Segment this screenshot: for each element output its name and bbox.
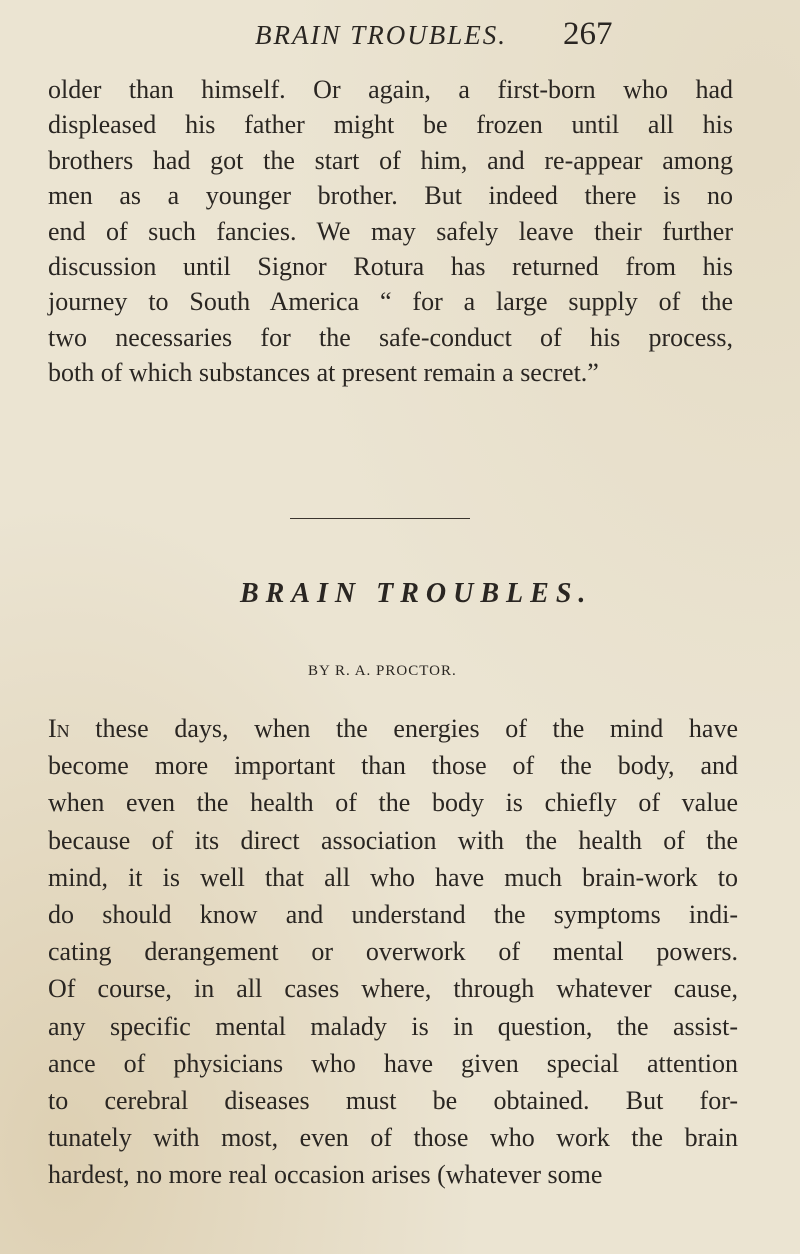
text-line: men as a younger brother. But indeed there is no [48,181,733,211]
text-line-first [48,710,738,747]
text-line: brothers had got the start of him, and re-appear among [48,145,733,175]
text-line: become more important than those of the body, and [48,751,738,781]
text-line: tunately with most, even of those who work the brain [48,1123,738,1153]
article-title-text: BRAIN TROUBLES. [240,578,593,609]
text-line: journey to South America “ for a large supply of the [48,287,733,317]
text-line: because of its direct association with the health of the [48,825,738,855]
page-number: 267 [563,16,613,52]
text-line: two necessaries for the safe-conduct of his process, [48,322,733,352]
text-line: to cerebral diseases must be obtained. But for- [48,1086,738,1116]
text-line: both of which substances at present remain a secret.” [48,358,599,388]
text-line: any specific mental malady is in question, the assist- [48,1011,738,1041]
byline: BY R. A. PROCTOR. [308,663,457,679]
section-divider [290,518,470,519]
text-line: when even the health of the body is chiefly of value [48,788,738,818]
article-body [48,710,738,1194]
running-head [0,12,800,62]
continuation-paragraph [48,72,733,391]
text-line: mind, it is well that all who have much brain-work to [48,862,738,892]
text-line: Of course, in all cases where, through whatever cause, [48,974,738,1004]
text-line: cating derangement or overwork of mental powers. [48,937,738,967]
first-line-rest: these days, when the energies of the mind have [69,714,738,743]
text-line: do should know and understand the symptoms indi- [48,900,738,930]
running-title: BRAIN TROUBLES. [255,20,507,50]
text-line: displeased his father might be frozen until all his [48,110,733,140]
text-line: end of such fancies. We may safely leave their further [48,216,733,246]
opening-word: In [48,714,70,743]
text-line: discussion until Signor Rotura has returned from his [48,252,733,282]
text-line: hardest, no more real occasion arises (whatever some [48,1160,603,1190]
text-line: older than himself. Or again, a first-born who had [48,75,733,104]
text-line: ance of physicians who have given special attention [48,1048,738,1078]
